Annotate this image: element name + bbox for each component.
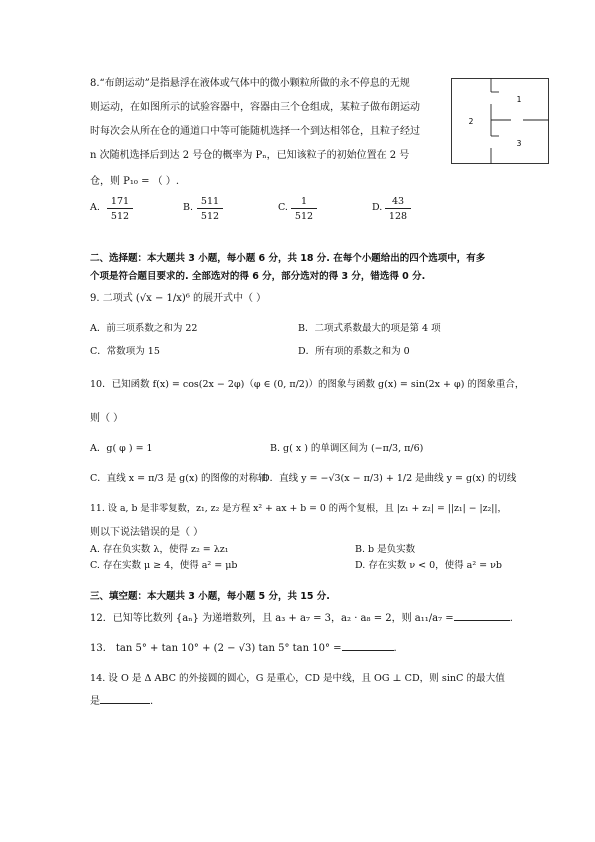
q10-option-b: B. g( x ) 的单调区间为 (−π/3, π/6): [270, 443, 424, 454]
q9-option-a: A．前三项系数之和为 22: [90, 323, 198, 334]
q8-option-a-fraction: [107, 196, 133, 222]
q8-option-d-label: D.: [372, 202, 383, 213]
q13-end: .: [393, 643, 397, 654]
q14-stem: 14. 设 O 是 Δ ABC 的外接圆的圆心，G 是重心，CD 是中线，且 OG ⊥ CD，则 sinC 的最大值: [90, 673, 505, 684]
chamber-1-label: 1: [516, 95, 522, 104]
q10-option-c: C．直线 x = π/3 是 g(x) 的图像的对称轴: [90, 473, 268, 484]
q12-stem-text: 12．已知等比数列 {aₙ} 为递增数列，且 a₃ + a₇ = 3，a₂ · a₈ = 2，则 a₁₁/a₇ =: [90, 613, 454, 624]
q11-option-d: D. 存在实数 ν < 0，使得 a² = νb: [355, 560, 503, 571]
q11-option-a: A. 存在负实数 λ，使得 z₂ = λz₁: [90, 544, 229, 555]
q8-option-a-label: A.: [90, 202, 100, 213]
q8-option-b-label: B.: [183, 202, 194, 213]
q8-option-c-label: C.: [278, 202, 288, 213]
section-2-heading-line-2: 个项是符合题目要求的. 全部选对的得 6 分，部分选对的得 3 分，错选得 0 分.: [90, 271, 426, 282]
q9-option-d: D．所有项的系数之和为 0: [298, 346, 410, 357]
q11-option-b: B. b 是负实数: [355, 544, 416, 555]
q12-end: .: [509, 613, 513, 624]
chamber-2-label: 2: [468, 117, 474, 126]
q8-option-b-den: 512: [200, 211, 220, 222]
q10-stem-2: 则（ ）: [90, 413, 124, 424]
q10-option-a: A．g( φ ) = 1: [90, 443, 153, 454]
q14-stem-2: [90, 695, 153, 708]
brownian-container-diagram: [451, 78, 549, 164]
q14-end: .: [150, 696, 154, 707]
q8-option-d-num: 43: [385, 196, 411, 209]
q8-option-b-num: 511: [197, 196, 223, 209]
section-2-heading-line-1: 二、选择题：本大题共 3 小题，每小题 6 分，共 18 分. 在每个小题给出的四个选项中，有多: [90, 253, 486, 264]
q8-line-4: n 次随机选择后到达 2 号仓的概率为 Pₙ，已知该粒子的初始位置在 2 号: [90, 150, 410, 161]
q8-option-d-fraction: [385, 196, 411, 222]
q14-answer-blank[interactable]: [100, 703, 150, 704]
q8-option-a-num: 171: [107, 196, 133, 209]
q11-stem-2: 则以下说法错误的是（ ）: [90, 527, 204, 538]
q13-stem-text: 13． tan 5° + tan 10° + (2 − √3) tan 5° tan 10° =: [90, 643, 342, 654]
q10-stem: 10．已知函数 f(x) = cos(2x − 2φ)（φ ∈ (0, π/2)）的图象与函数 g(x) = sin(2x + φ) 的图象重合，: [90, 379, 525, 390]
q8-line-3: 时每次会从所在仓的通道口中等可能随机选择一个到达相邻仓，且粒子经过: [90, 126, 420, 137]
q13-stem: [90, 642, 397, 655]
q9-stem: 9. 二项式 (√x − 1/x)⁶ 的展开式中（ ）: [90, 293, 267, 304]
q9-option-c: C．常数项为 15: [90, 346, 160, 357]
section-3-heading: 三、填空题：本大题共 3 小题，每小题 5 分，共 15 分.: [90, 591, 330, 602]
q8-line-5: 仓，则 P₁₀ = （ ）.: [90, 176, 180, 187]
q8-option-c-fraction: [291, 196, 317, 222]
q12-stem: [90, 612, 513, 625]
q12-answer-blank[interactable]: [454, 620, 510, 621]
q8-option-d-den: 128: [388, 211, 408, 222]
q11-option-c: C. 存在实数 μ ≥ 4，使得 a² = μb: [90, 560, 238, 571]
q8-option-b-fraction: [197, 196, 223, 222]
q8-line-1: 8.“布朗运动”是指悬浮在液体或气体中的微小颗粒所做的永不停息的无规: [90, 78, 410, 89]
q11-stem: 11. 设 a, b 是非零复数，z₁, z₂ 是方程 x² + ax + b = 0 的两个复根，且 |z₁ + z₂| = ||z₁| − |z₂||，: [90, 503, 507, 514]
q9-option-b: B．二项式系数最大的项是第 4 项: [298, 323, 441, 334]
q8-option-c-num: 1: [291, 196, 317, 209]
q8-option-c-den: 512: [294, 211, 314, 222]
q10-option-d: D．直线 y = −√3(x − π/3) + 1/2 是曲线 y = g(x) 的切线: [262, 473, 517, 484]
q13-answer-blank[interactable]: [342, 650, 394, 651]
q8-option-a-den: 512: [110, 211, 130, 222]
chamber-3-label: 3: [516, 139, 522, 148]
q14-stem-2-text: 是: [90, 696, 100, 707]
q8-line-2: 则运动，在如图所示的试验容器中，容器由三个仓组成，某粒子做布朗运动: [90, 102, 420, 113]
